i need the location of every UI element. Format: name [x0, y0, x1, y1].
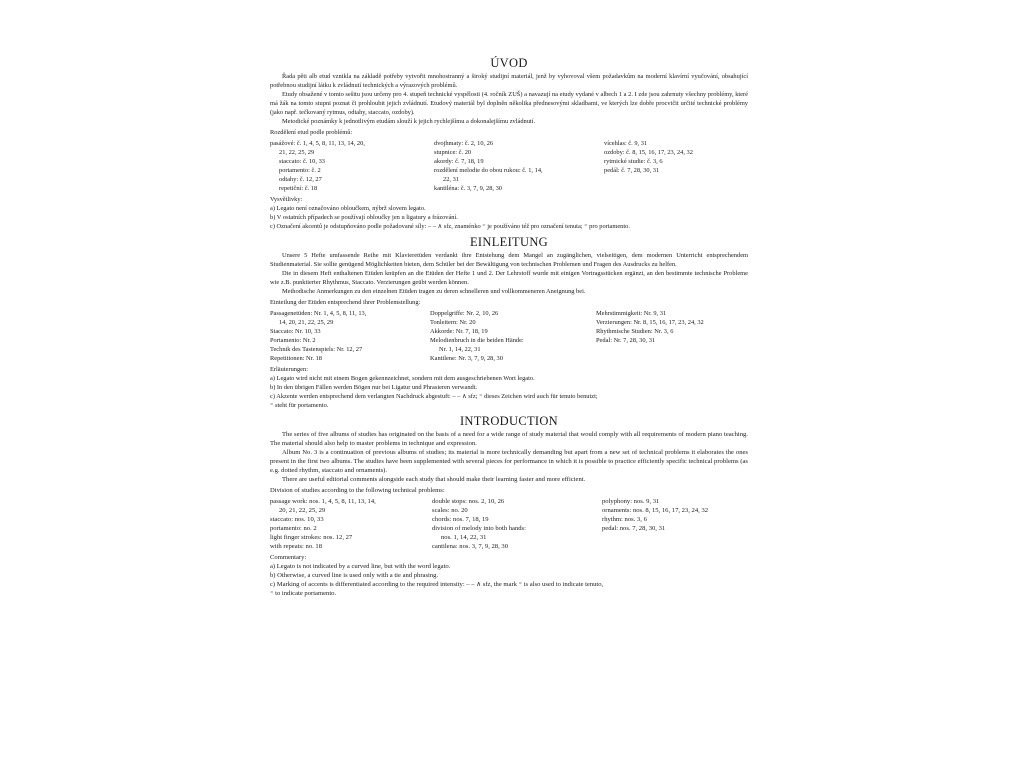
list-item: pasážové: č. 1, 4, 5, 8, 11, 13, 14, 20, — [270, 140, 365, 147]
list-item: nos. 1, 14, 22, 31 — [441, 534, 487, 541]
list-item: 14, 20, 21, 22, 25, 29 — [279, 319, 334, 326]
list-item: rozdělení melodie do obou rukou: č. 1, 14, — [434, 167, 543, 174]
list-item: 20, 21, 22, 25, 29 — [279, 507, 326, 514]
list-item: Pedal: Nr. 7, 28, 30, 31 — [596, 337, 656, 344]
list-item: light finger strokes: nos. 12, 27 — [270, 534, 353, 541]
note-line: b) Otherwise, a curved line is used only with a tie and phrasing. — [270, 572, 439, 579]
einleitung-paragraph-3: Methodische Anmerkungen zu den einzelnen Etüden tragen zu deren schnelleren und vollkommeneren Aneignung bei. — [282, 288, 586, 295]
einleitung-division-label: Einteilung der Etüden entsprechend ihrer Problemstellung: — [270, 299, 421, 306]
list-item: Verzierungen: Nr. 8, 15, 16, 17, 23, 24, 32 — [596, 319, 704, 326]
list-item: Doppelgriffe: Nr. 2, 10, 26 — [430, 310, 499, 317]
list-item: Passagenetüden: Nr. 1, 4, 5, 8, 11, 13, — [270, 310, 367, 317]
list-item: Akkorde: Nr. 7, 18, 19 — [430, 328, 488, 335]
list-item: staccato: nos. 10, 33 — [270, 516, 324, 523]
uvod-division-columns — [270, 139, 748, 193]
list-item: Technik des Tastenspiels: Nr. 12, 27 — [270, 346, 363, 353]
list-item: chords: nos. 7, 18, 19 — [432, 516, 489, 523]
list-item: Rhythmische Studien: Nr. 3, 6 — [596, 328, 674, 335]
list-item: pedal: nos. 7, 28, 30, 31 — [602, 525, 666, 532]
uvod-column-2 — [434, 139, 604, 193]
list-item: odtahy: č. 12, 27 — [279, 176, 322, 183]
list-item: double stops: nos. 2, 10, 26 — [432, 498, 505, 505]
section-introduction — [270, 414, 748, 598]
list-item: polyphony: nos. 9, 31 — [602, 498, 660, 505]
introduction-paragraph-3: There are useful editorial comments alongside each study that should make their learning faster and more efficient. — [282, 476, 586, 483]
introduction-notes-label: Commentary: — [270, 554, 307, 561]
note-line: c) Označení akcentů je odstupňováno podle požadované síly: – – ∧ sfz, znaménko ⁼ je používáno též pro označení tenuta; ⁼ pro portamento. — [270, 223, 630, 230]
introduction-paragraph-2: Album No. 3 is a continuation of previous albums of studies; its material is more technically demanding but apart from a new set of technical problems it elaborates the ones present in the first two albums. The studies have been supplemented with several pieces for performance in which it is possible to practice efficiently specific technical problems (as e.g. dotted rhythm, staccato and ornaments). — [270, 449, 748, 474]
list-item: scales: no. 20 — [432, 507, 468, 514]
document-page — [270, 56, 748, 598]
einleitung-division-columns — [270, 309, 748, 363]
note-line: ⁼ to indicate portamento. — [270, 590, 337, 597]
uvod-paragraph-1: Řada pěti alb etud vznikla na základě potřeby vytvořit mnohostranný a široký studijní materiál, jenž by vyhovoval všem požadavkům na moderní klavírní vyučování, obsahující potřebnou studijní látku k zvládnutí technických a výrazových problémů. — [270, 73, 748, 89]
uvod-paragraph-2: Etudy obsažené v tomto sešitu jsou určeny pro 4. stupeň technické vyspělosti (4. ročník ZUŠ) a navazují na etudy vydané v albech 1 a 2. I zde jsou zahrnuty všechny problémy, které má žák na tomto stupni poznat či prohloubit jejich zvládnutí. Etudový materiál byl doplněn několika přednesovými skladbami, ve kterých lze dobře procvičit určité technické problémy (jako např. tečkovaný rytmus, odtahy, staccato, ozdoby). — [270, 91, 748, 116]
note-line: a) Legato wird nicht mit einem Bogen gekennzeichnet, sondern mit dem ausgeschriebenen Wort legato. — [270, 375, 535, 382]
list-item: Kantilene: Nr. 3, 7, 9, 28, 30 — [430, 355, 503, 362]
list-item: stupnice: č. 20 — [434, 149, 472, 156]
einleitung-paragraph-2: Die in diesem Heft enthaltenen Etüden knüpfen an die Etüden der Hefte 1 und 2. Der Lehrstoff wurde mit einigen Vortragsstücken ergänzt, an den bestimmte technische Probleme wie z.B. punktierter Rhythmus, Staccato. Verzierungen geübt werden können. — [270, 270, 748, 286]
list-item: ornaments: nos. 8, 15, 16, 17, 23, 24, 32 — [602, 507, 709, 514]
list-item: Tonleitern: Nr. 20 — [430, 319, 476, 326]
introduction-column-3 — [602, 497, 708, 551]
introduction-paragraph-1: The series of five albums of studies has originated on the basis of a need for a wide range of study material that would comply with all requirements of modern piano teaching. The material should also help to master problems in technique and expression. — [270, 431, 748, 447]
list-item: dvojhmaty: č. 2, 10, 26 — [434, 140, 494, 147]
list-item: with repeats: no. 18 — [270, 543, 323, 550]
list-item: staccato: č. 10, 33 — [279, 158, 325, 165]
list-item: Mehrstimmigkeit: Nr. 9, 31 — [596, 310, 667, 317]
einleitung-column-1 — [270, 309, 430, 363]
section-title-introduction: INTRODUCTION — [459, 414, 559, 428]
uvod-division-label: Rozdělení etud podle problémů: — [270, 129, 353, 136]
list-item: passage work: nos. 1, 4, 5, 8, 11, 13, 14, — [270, 498, 376, 505]
list-item: portamento: č. 2 — [279, 167, 321, 174]
list-item: rytmické studie: č. 3, 6 — [604, 158, 663, 165]
einleitung-notes-label: Erläuterungen: — [270, 366, 308, 373]
list-item: akordy: č. 7, 18, 19 — [434, 158, 484, 165]
list-item: Repetitionen: Nr. 18 — [270, 355, 323, 362]
list-item: division of melody into both hands: — [432, 525, 526, 532]
note-line: c) Akzente werden entsprechend dem verlangten Nachdruck abgestuft: – – ∧ sfz; ⁼ dieses Zeichen wird auch für tenuto benutzt; — [270, 393, 598, 400]
list-item: ozdoby: č. 8, 15, 16, 17, 23, 24, 32 — [604, 149, 693, 156]
list-item: pedál: č. 7, 28, 30, 31 — [604, 167, 660, 174]
note-line: a) Legato není označováno obloučkem, nýbrž slovem legato. — [270, 205, 426, 212]
einleitung-column-3 — [596, 309, 704, 363]
list-item: 21, 22, 25, 29 — [279, 149, 315, 156]
list-item: vícehlas: č. 9, 31 — [604, 140, 648, 147]
list-item: 22, 31 — [443, 176, 459, 183]
section-title-einleitung: EINLEITUNG — [470, 235, 548, 249]
introduction-division-label: Division of studies according to the following technical problems: — [270, 487, 445, 494]
uvod-paragraph-3: Metodické poznámky k jednotlivým etudám slouží k jejich rychlejšímu a dokonalejšímu zvládnutí. — [282, 118, 536, 125]
section-uvod — [270, 56, 748, 231]
list-item: Nr. 1, 14, 22, 31 — [439, 346, 481, 353]
introduction-notes — [270, 562, 748, 598]
note-line: b) In den übrigen Fällen werden Bögen nur bei Ligatur und Phrasieren verwandt. — [270, 384, 478, 391]
note-line: c) Marking of accents is differentiated according to the required intensity: – – ∧ sfz, the mark ⁼ is also used to indicate tenuto, — [270, 581, 604, 588]
list-item: portamento: no. 2 — [270, 525, 317, 532]
list-item: repetiční: č. 18 — [279, 185, 318, 192]
list-item: Portamento: Nr. 2 — [270, 337, 316, 344]
list-item: Staccato: Nr. 10, 33 — [270, 328, 321, 335]
note-line: a) Legato is not indicated by a curved line, but with the word legato. — [270, 563, 451, 570]
introduction-division-columns — [270, 497, 748, 551]
uvod-column-1 — [270, 139, 434, 193]
introduction-column-1 — [270, 497, 432, 551]
list-item: kantiléna: č. 3, 7, 9, 28, 30 — [434, 185, 502, 192]
section-title-uvod: ÚVOD — [490, 56, 528, 70]
list-item: cantilena: nos. 3, 7, 9, 28, 30 — [432, 543, 508, 550]
einleitung-notes — [270, 374, 748, 410]
list-item: Melodienbruch in die beiden Hände: — [430, 337, 524, 344]
introduction-column-2 — [432, 497, 602, 551]
note-line: b) V ostatních případech se používají obloučky jen u ligatury a frázování. — [270, 214, 458, 221]
einleitung-column-2 — [430, 309, 596, 363]
uvod-notes-label: Vysvětlivky: — [270, 196, 303, 203]
note-line: ⁼ steht für portamento. — [270, 402, 329, 409]
section-einleitung — [270, 235, 748, 410]
uvod-notes — [270, 204, 748, 231]
einleitung-paragraph-1: Unsere 5 Hefte umfassende Reihe mit Klavieretüden verdankt ihre Entstehung dem Mangel an zugänglichen, vielseitigen, dem modernen Unterricht entsprechendem Studienmaterial. Sie sollte genügend Möglichkeiten bieten, dem Schüler bei der Bewältigung von technischen Problemen und Fragen des Ausdrucks zu helfen. — [270, 252, 748, 268]
list-item: rhythm: nos. 3, 6 — [602, 516, 647, 523]
uvod-column-3 — [604, 139, 693, 193]
